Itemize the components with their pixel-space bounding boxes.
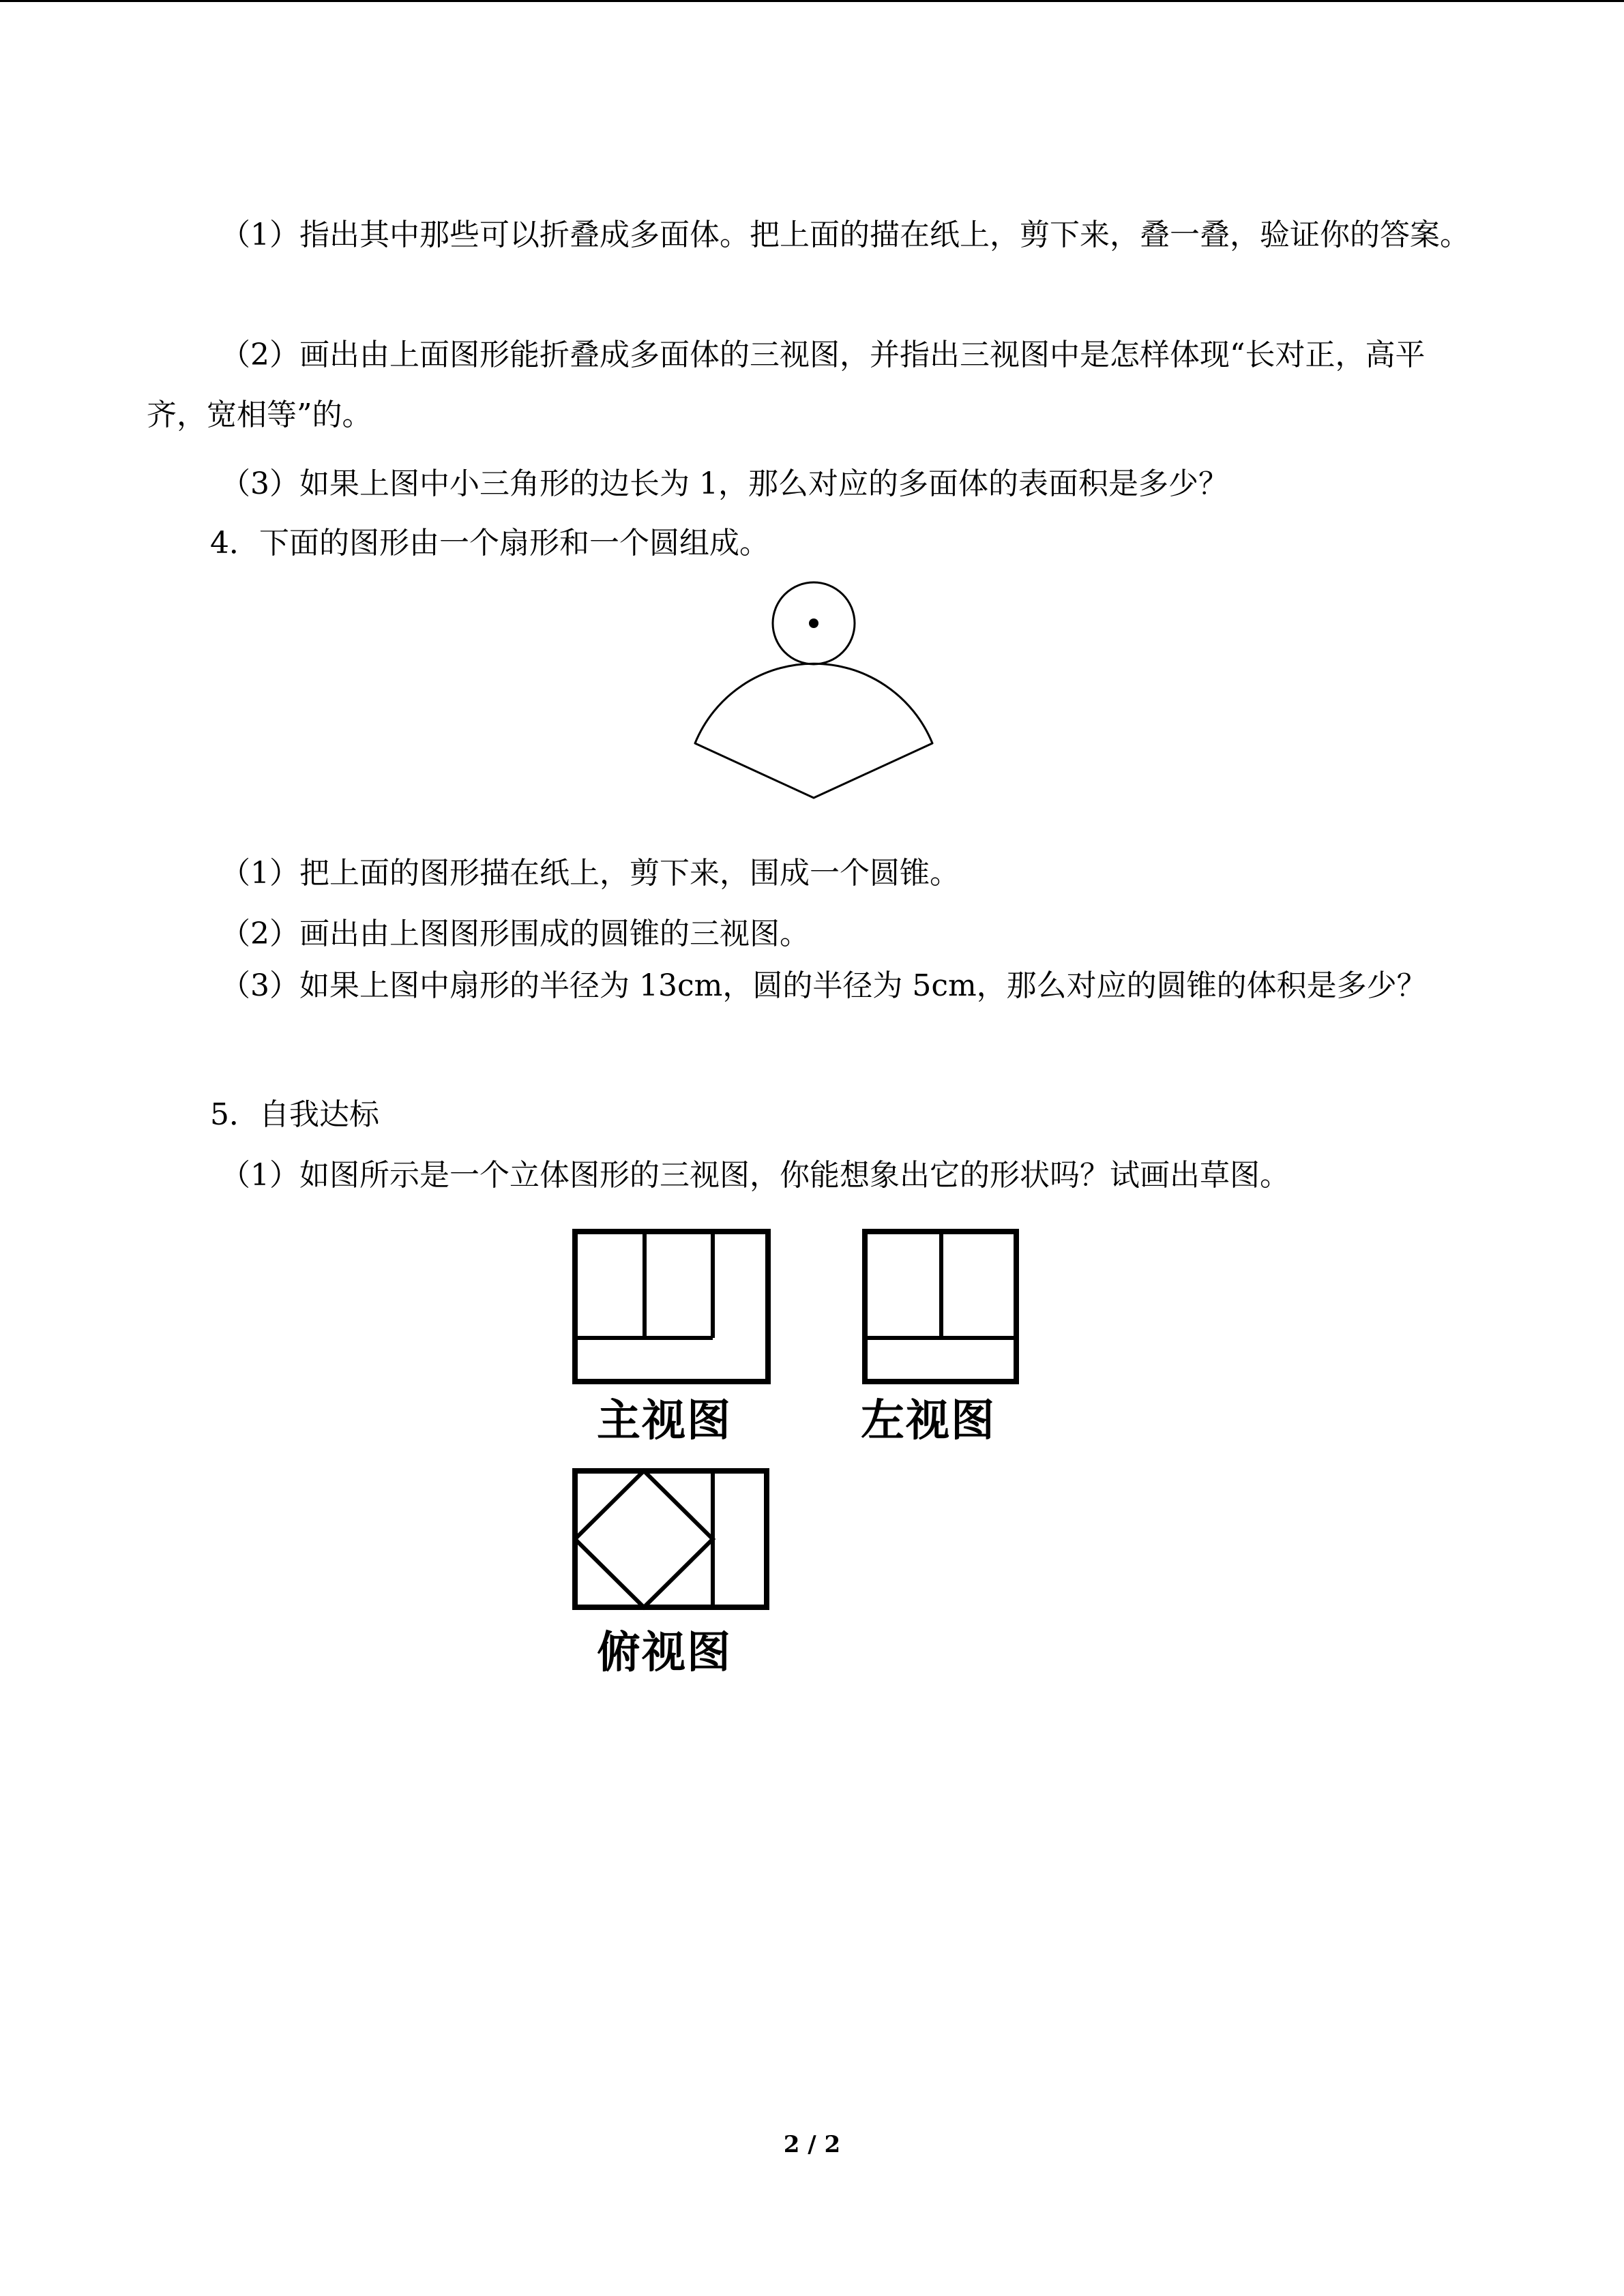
q3-sub3: （3）如果上图中小三角形的边长为 1，那么对应的多面体的表面积是多少？ bbox=[220, 466, 1228, 501]
q4-sub2: （2）画出由上图图形围成的圆锥的三视图。 bbox=[220, 916, 810, 951]
page-number: 2 / 2 bbox=[783, 2131, 841, 2158]
front-view-outline bbox=[575, 1232, 768, 1382]
left-view-drawing bbox=[853, 1221, 1030, 1398]
top-view-outline bbox=[575, 1471, 767, 1607]
front-view-drawing bbox=[566, 1221, 784, 1398]
q5-sub1: （1）如图所示是一个立体图形的三视图，你能想象出它的形状吗？试画出草图。 bbox=[220, 1158, 1290, 1193]
sector-and-circle-figure bbox=[682, 573, 941, 805]
left-view-label: 左视图 bbox=[861, 1396, 996, 1446]
top-view-drawing bbox=[566, 1459, 784, 1623]
sector-shape bbox=[695, 664, 932, 798]
q4-sub3: （3）如果上图中扇形的半径为 13cm，圆的半径为 5cm，那么对应的圆锥的体积是多少？ bbox=[220, 968, 1427, 1003]
top-view-label: 俯视图 bbox=[597, 1628, 732, 1678]
top-rule bbox=[0, 0, 1624, 2]
top-view-diamond bbox=[575, 1471, 713, 1607]
q4-sub1: （1）把上面的图形描在纸上，剪下来，围成一个圆锥。 bbox=[220, 856, 960, 891]
front-view-label: 主视图 bbox=[597, 1396, 732, 1446]
q3-sub1: （1）指出其中那些可以折叠成多面体。把上面的描在纸上，剪下来，叠一叠，验证你的答案。 bbox=[220, 218, 1470, 252]
circle-center-dot bbox=[809, 618, 818, 628]
q4-title: 4．下面的图形由一个扇形和一个圆组成。 bbox=[210, 526, 769, 561]
q5-title: 5．自我达标 bbox=[210, 1097, 379, 1132]
q3-sub2: （2）画出由上面图形能折叠成多面体的三视图，并指出三视图中是怎样体现“长对正，高平齐，宽相等”的。 bbox=[147, 338, 1426, 432]
